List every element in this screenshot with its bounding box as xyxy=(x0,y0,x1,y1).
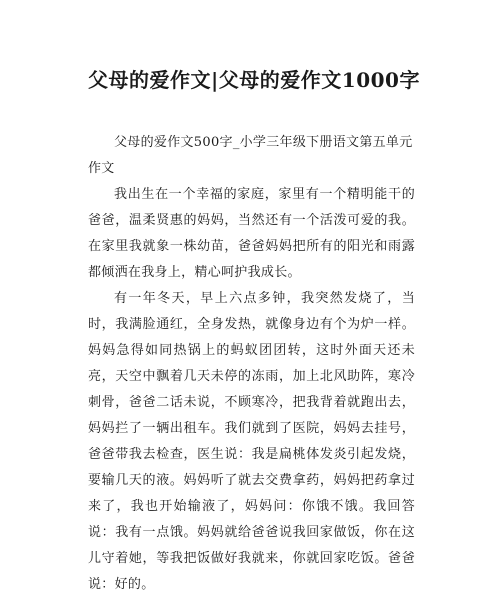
document-subtitle: 父母的爱作文500字_小学三年级下册语文第五单元作文 xyxy=(88,135,413,176)
paragraph-2: 有一年冬天，早上六点多钟，我突然发烧了，当时，我满脸通红，全身发热，就像身边有个为炉一样。妈妈急得如同热锅上的蚂蚁团团转，这时外面天还未亮，天空中飘着几天未停的冻雨，加上北风助阵，寒冷刺骨，爸爸二话未说，不顾寒冷，把我背着就跑出去，妈妈拦了一辆出租车。我们就到了医院，妈妈去挂号，爸爸带我去检查，医生说：我是扁桃体发炎引起发烧，要输几天的液。妈妈听了就去交费拿药，妈妈把药拿过来了，我也开始输液了，妈妈问：你饿不饿。我回答说：我有一点饿。妈妈就给爸爸说我回家做饭，你在这儿守着她，等我把饭做好我就来，你就回家吃饭。爸爸说：好的。 xyxy=(88,291,415,592)
document-title: 父母的爱作文|父母的爱作文1000字 xyxy=(88,68,420,92)
paragraph-1: 我出生在一个幸福的家庭，家里有一个精明能干的爸爸，温柔贤惠的妈妈，当然还有一个活泼可爱的我。在家里我就象一株幼苗，爸爸妈妈把所有的阳光和雨露都倾洒在我身上，精心呵护我成长。 xyxy=(88,187,415,280)
